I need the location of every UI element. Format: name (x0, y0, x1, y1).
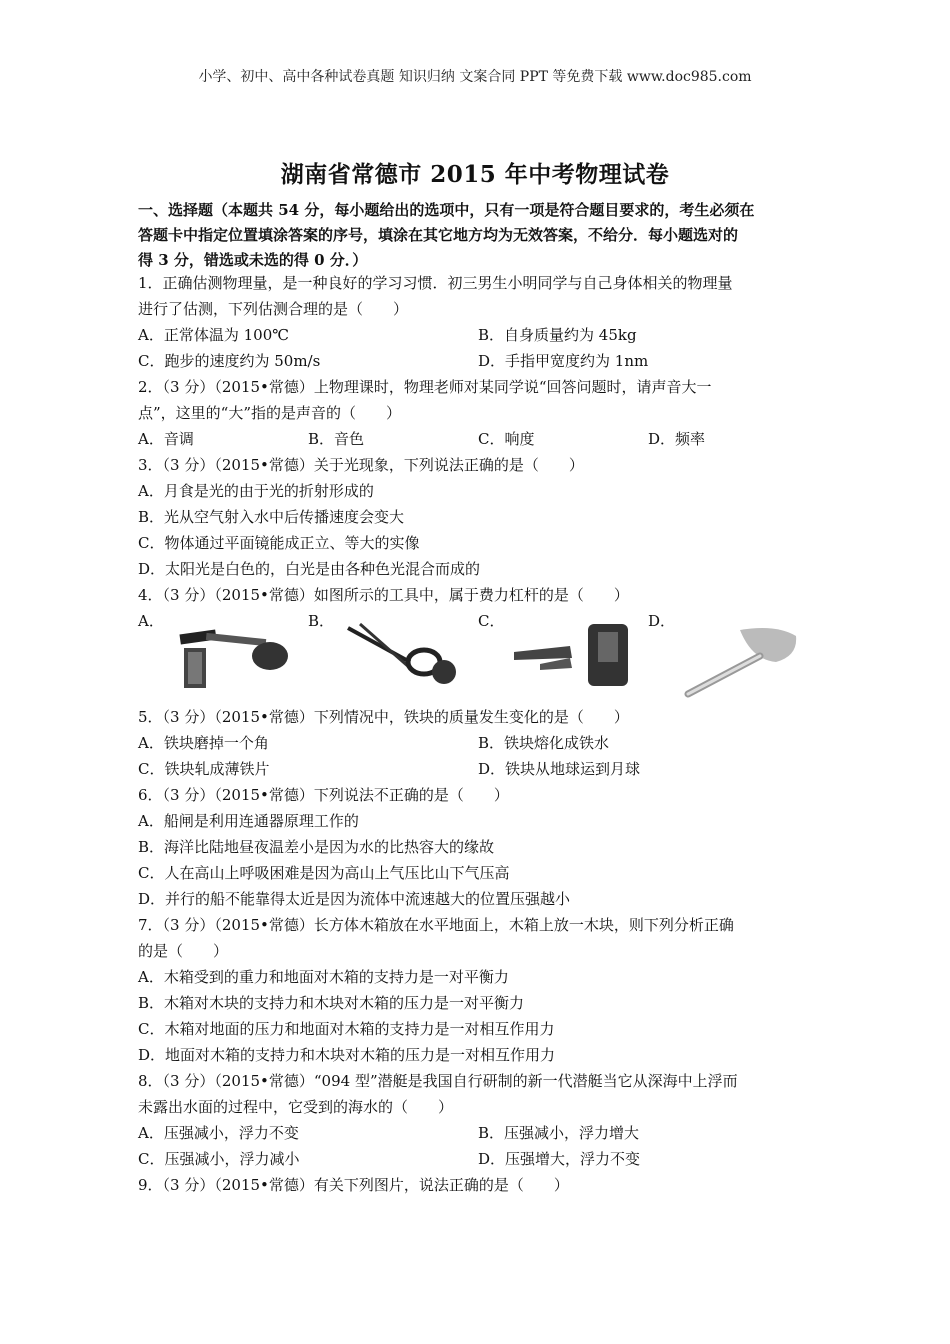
option-a: A．音调 (138, 430, 194, 448)
question-1 (138, 270, 818, 374)
question-5 (138, 704, 818, 782)
option-a: A．木箱受到的重力和地面对木箱的支持力是一对平衡力 (138, 968, 509, 986)
option-c: C．响度 (478, 430, 535, 448)
question-stem: 3．（3 分）（2015•常德）关于光现象，下列说法正确的是（ ） (138, 456, 584, 474)
tweezers-image (680, 622, 800, 700)
option-a: A．铁块磨掉一个角 (138, 734, 269, 752)
question-stem: 8．（3 分）（2015•常德）“094 型”潜艇是我国自行研制的新一代潜艇当它从深海中上浮而 (138, 1072, 738, 1090)
section-instructions (138, 198, 818, 273)
pliers-image (510, 622, 630, 692)
option-b: B．海洋比陆地昼夜温差小是因为水的比热容大的缘故 (138, 838, 495, 856)
option-c (478, 608, 648, 704)
option-b (308, 608, 478, 704)
option-c: C．跑步的速度约为 50m/s (138, 352, 321, 370)
question-stem: 点”，这里的“大”指的是声音的（ ） (138, 404, 402, 422)
page-header: 小学、初中、高中各种试卷真题 知识归纳 文案合同 PPT 等免费下载 www.doc985.com (198, 69, 752, 85)
section-line: 一、选择题（本题共 54 分，每小题给出的选项中，只有一项是符合题目要求的，考生必须在 (138, 201, 755, 219)
option-b: B．铁块熔化成铁水 (478, 734, 610, 752)
question-stem: 4．（3 分）（2015•常德）如图所示的工具中，属于费力杠杆的是（ ） (138, 586, 629, 604)
question-8 (138, 1068, 818, 1172)
option-b: B．自身质量约为 45kg (478, 326, 637, 344)
question-2 (138, 374, 818, 452)
option-d: D．压强增大，浮力不变 (478, 1150, 641, 1168)
option-d: D．太阳光是白色的，白光是由各种色光混合而成的 (138, 560, 481, 578)
option-label: A． (138, 612, 164, 630)
option-c: C．人在高山上呼吸困难是因为高山上气压比山下气压高 (138, 864, 510, 882)
question-stem: 5．（3 分）（2015•常德）下列情况中，铁块的质量发生变化的是（ ） (138, 708, 629, 726)
option-b: B．光从空气射入水中后传播速度会变大 (138, 508, 405, 526)
question-7 (138, 912, 818, 1068)
question-stem: 2．（3 分）（2015•常德）上物理课时，物理老师对某同学说“回答问题时，请声音大一 (138, 378, 712, 396)
question-stem: 6．（3 分）（2015•常德）下列说法不正确的是（ ） (138, 786, 509, 804)
question-9 (138, 1172, 818, 1198)
option-d: D．并行的船不能靠得太近是因为流体中流速越大的位置压强越小 (138, 890, 571, 908)
section-line: 得 3 分，错选或未选的得 0 分．） (138, 251, 368, 269)
option-d: D．频率 (648, 430, 706, 448)
option-c: C．铁块轧成薄铁片 (138, 760, 270, 778)
option-c: C．木箱对地面的压力和地面对木箱的支持力是一对相互作用力 (138, 1020, 555, 1038)
question-6 (138, 782, 818, 912)
option-label: C． (478, 612, 505, 630)
question-stem: 进行了估测，下列估测合理的是（ ） (138, 300, 409, 318)
option-b: B．压强减小，浮力增大 (478, 1124, 640, 1142)
question-4 (138, 582, 818, 704)
option-b: B．音色 (308, 430, 365, 448)
option-a (138, 608, 308, 704)
option-a: A．月食是光的由于光的折射形成的 (138, 482, 374, 500)
option-label: D． (648, 612, 676, 630)
question-stem: 9．（3 分）（2015•常德）有关下列图片，说法正确的是（ ） (138, 1176, 569, 1194)
question-stem: 1．正确估测物理量，是一种良好的学习习惯．初三男生小明同学与自己身体相关的物理量 (138, 274, 733, 292)
question-stem: 未露出水面的过程中，它受到的海水的（ ） (138, 1098, 454, 1116)
option-d: D．地面对木箱的支持力和木块对木箱的压力是一对相互作用力 (138, 1046, 556, 1064)
bottle-opener-image (170, 622, 290, 692)
questions (138, 270, 818, 1198)
question-3 (138, 452, 818, 582)
option-b: B．木箱对木块的支持力和木块对木箱的压力是一对平衡力 (138, 994, 525, 1012)
option-a: A．船闸是利用连通器原理工作的 (138, 812, 359, 830)
option-c: C．压强减小，浮力减小 (138, 1150, 300, 1168)
option-c: C．物体通过平面镜能成正立、等大的实像 (138, 534, 420, 552)
option-d: D．手指甲宽度约为 1nm (478, 352, 649, 370)
option-label: B． (308, 612, 335, 630)
exam-title: 湖南省常德市 2015 年中考物理试卷 (280, 161, 670, 188)
section-line: 答题卡中指定位置填涂答案的序号，填涂在其它地方均为无效答案，不给分．每小题选对的 (138, 226, 739, 244)
option-d: D．铁块从地球运到月球 (478, 760, 641, 778)
option-d (648, 608, 818, 704)
option-a: A．压强减小，浮力不变 (138, 1124, 299, 1142)
scissors-image (340, 622, 460, 692)
question-stem: 的是（ ） (138, 942, 229, 960)
option-a: A．正常体温为 100℃ (138, 326, 290, 344)
question-stem: 7．（3 分）（2015•常德）长方体木箱放在水平地面上，木箱上放一木块，则下列分析正确 (138, 916, 734, 934)
